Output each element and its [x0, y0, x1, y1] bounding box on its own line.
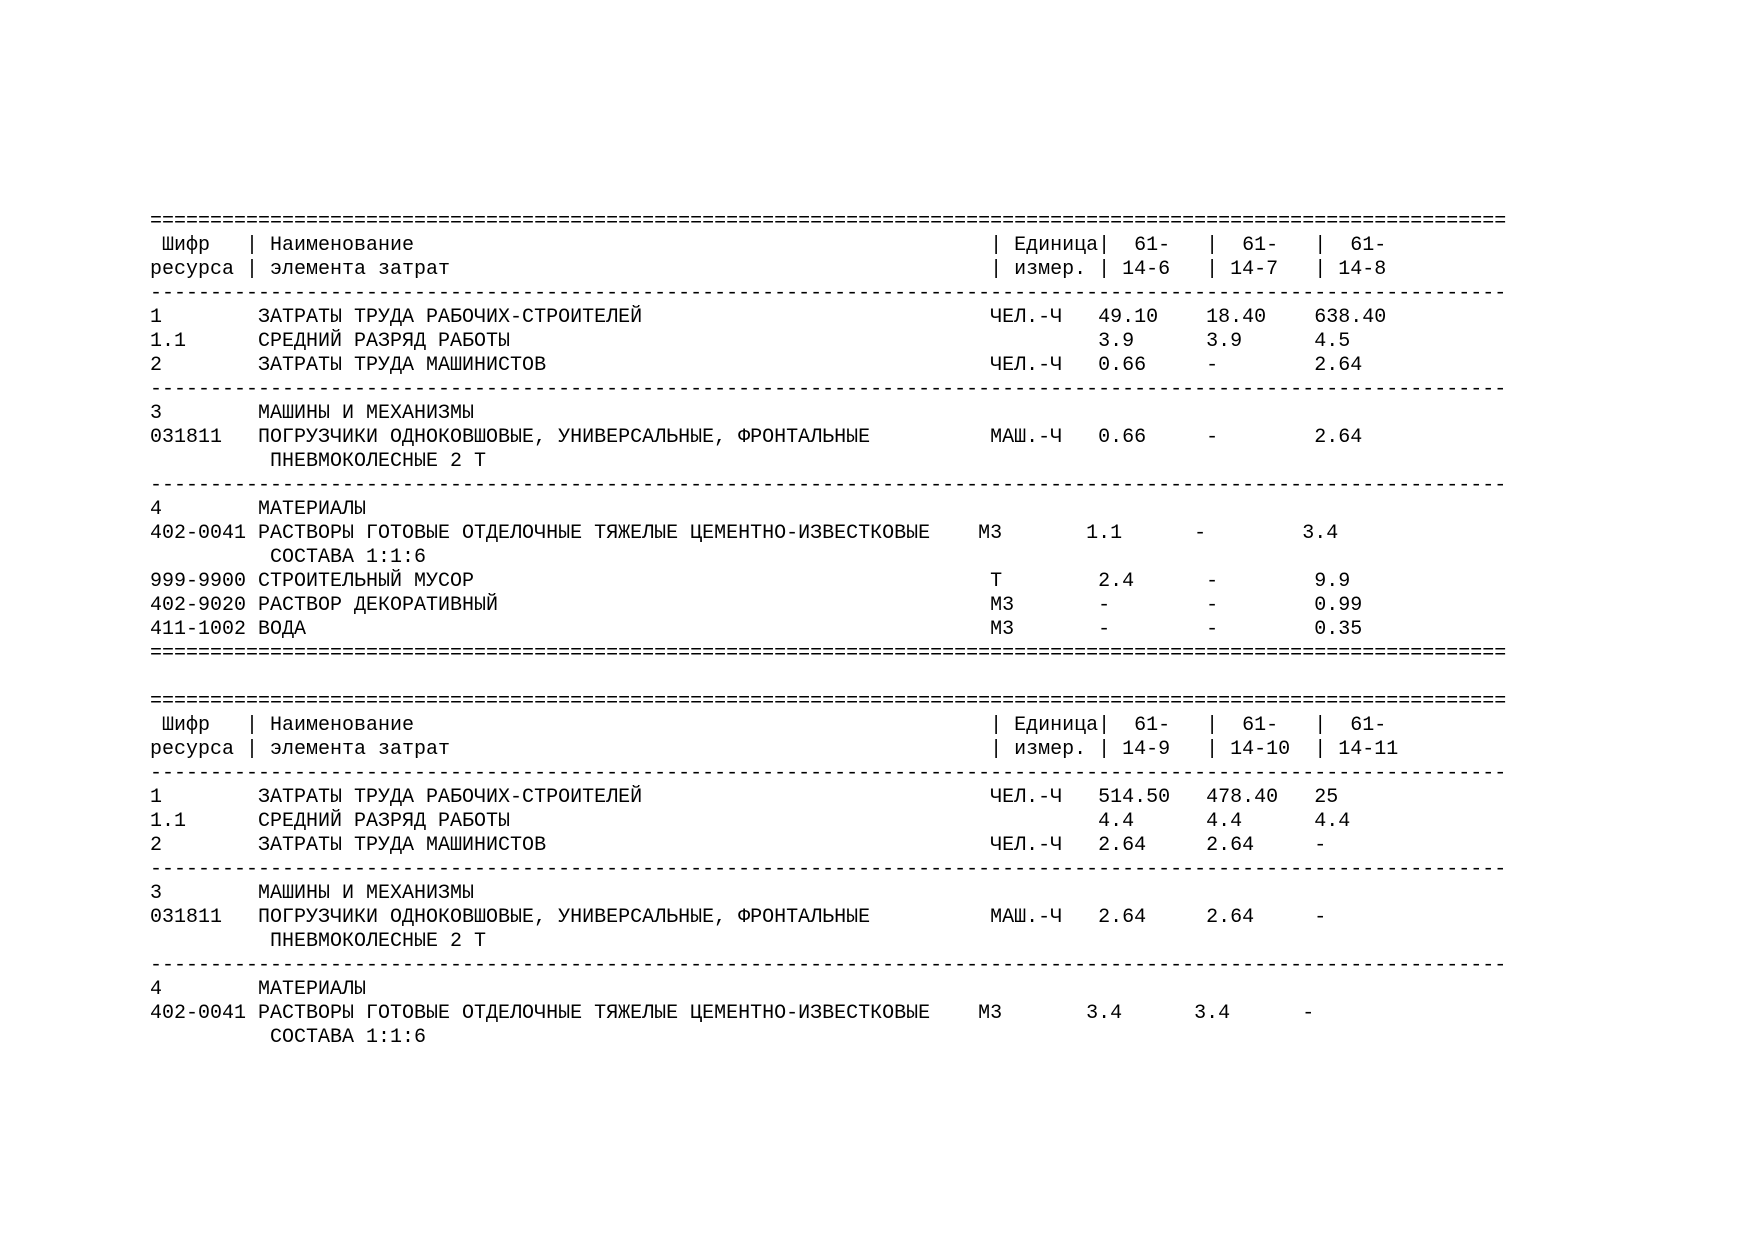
table-spacer — [150, 666, 1506, 690]
table-row: 999-9900 СТРОИТЕЛЬНЫЙ МУСОР Т 2.4 - 9.9 — [150, 570, 1351, 593]
table-row: 031811 ПОГРУЗЧИКИ ОДНОКОВШОВЫЕ, УНИВЕРСАЛЬНЫЕ, ФРОНТАЛЬНЫЕ МАШ.-Ч 0.66 - 2.64 — [150, 426, 1363, 449]
table-row: 3 МАШИНЫ И МЕХАНИЗМЫ — [150, 882, 475, 905]
table-row: 1.1 СРЕДНИЙ РАЗРЯД РАБОТЫ 3.9 3.9 4.5 — [150, 330, 1351, 353]
single-rule: ----------------------------------------------------------------------------------------------------------------- — [150, 378, 1507, 401]
column-header-line: Шифр | Наименование | Единица| 61- | 61- | 61- — [150, 714, 1387, 737]
table-row: 402-0041 РАСТВОРЫ ГОТОВЫЕ ОТДЕЛОЧНЫЕ ТЯЖЕЛЫЕ ЦЕМЕНТНО-ИЗВЕСТКОВЫЕ М3 1.1 - 3.4 — [150, 522, 1339, 545]
table-row: 3 МАШИНЫ И МЕХАНИЗМЫ — [150, 402, 475, 425]
table-row: 2 ЗАТРАТЫ ТРУДА МАШИНИСТОВ ЧЕЛ.-Ч 2.64 2.64 - — [150, 834, 1327, 857]
table-row: 2 ЗАТРАТЫ ТРУДА МАШИНИСТОВ ЧЕЛ.-Ч 0.66 - 2.64 — [150, 354, 1363, 377]
resource-table-2 — [150, 690, 1506, 1050]
document-page — [150, 210, 1506, 1050]
double-rule: ================================================================================================================= — [150, 642, 1507, 665]
table-row: 4 МАТЕРИАЛЫ — [150, 978, 367, 1001]
single-rule: ----------------------------------------------------------------------------------------------------------------- — [150, 282, 1507, 305]
table-row: 4 МАТЕРИАЛЫ — [150, 498, 367, 521]
table-row: 1 ЗАТРАТЫ ТРУДА РАБОЧИХ-СТРОИТЕЛЕЙ ЧЕЛ.-Ч 514.50 478.40 25 — [150, 786, 1339, 809]
column-header-line: ресурса | элемента затрат | измер. | 14-6 | 14-7 | 14-8 — [150, 258, 1387, 281]
single-rule: ----------------------------------------------------------------------------------------------------------------- — [150, 762, 1507, 785]
table-row: 411-1002 ВОДА М3 - - 0.35 — [150, 618, 1363, 641]
column-header-line: Шифр | Наименование | Единица| 61- | 61- | 61- — [150, 234, 1387, 257]
table-row: ПНЕВМОКОЛЕСНЫЕ 2 Т — [150, 450, 487, 473]
table-row: СОСТАВА 1:1:6 — [150, 1026, 427, 1049]
table-row: СОСТАВА 1:1:6 — [150, 546, 427, 569]
table-row: ПНЕВМОКОЛЕСНЫЕ 2 Т — [150, 930, 487, 953]
single-rule: ----------------------------------------------------------------------------------------------------------------- — [150, 474, 1507, 497]
double-rule: ================================================================================================================= — [150, 690, 1507, 713]
table-row: 402-0041 РАСТВОРЫ ГОТОВЫЕ ОТДЕЛОЧНЫЕ ТЯЖЕЛЫЕ ЦЕМЕНТНО-ИЗВЕСТКОВЫЕ М3 3.4 3.4 - — [150, 1002, 1315, 1025]
table-row: 031811 ПОГРУЗЧИКИ ОДНОКОВШОВЫЕ, УНИВЕРСАЛЬНЫЕ, ФРОНТАЛЬНЫЕ МАШ.-Ч 2.64 2.64 - — [150, 906, 1327, 929]
resource-table-1 — [150, 210, 1506, 666]
column-header-line: ресурса | элемента затрат | измер. | 14-9 | 14-10 | 14-11 — [150, 738, 1399, 761]
single-rule: ----------------------------------------------------------------------------------------------------------------- — [150, 858, 1507, 881]
table-row: 402-9020 РАСТВОР ДЕКОРАТИВНЫЙ М3 - - 0.99 — [150, 594, 1363, 617]
table-row: 1 ЗАТРАТЫ ТРУДА РАБОЧИХ-СТРОИТЕЛЕЙ ЧЕЛ.-Ч 49.10 18.40 638.40 — [150, 306, 1387, 329]
table-row: 1.1 СРЕДНИЙ РАЗРЯД РАБОТЫ 4.4 4.4 4.4 — [150, 810, 1351, 833]
single-rule: ----------------------------------------------------------------------------------------------------------------- — [150, 954, 1507, 977]
double-rule: ================================================================================================================= — [150, 210, 1507, 233]
